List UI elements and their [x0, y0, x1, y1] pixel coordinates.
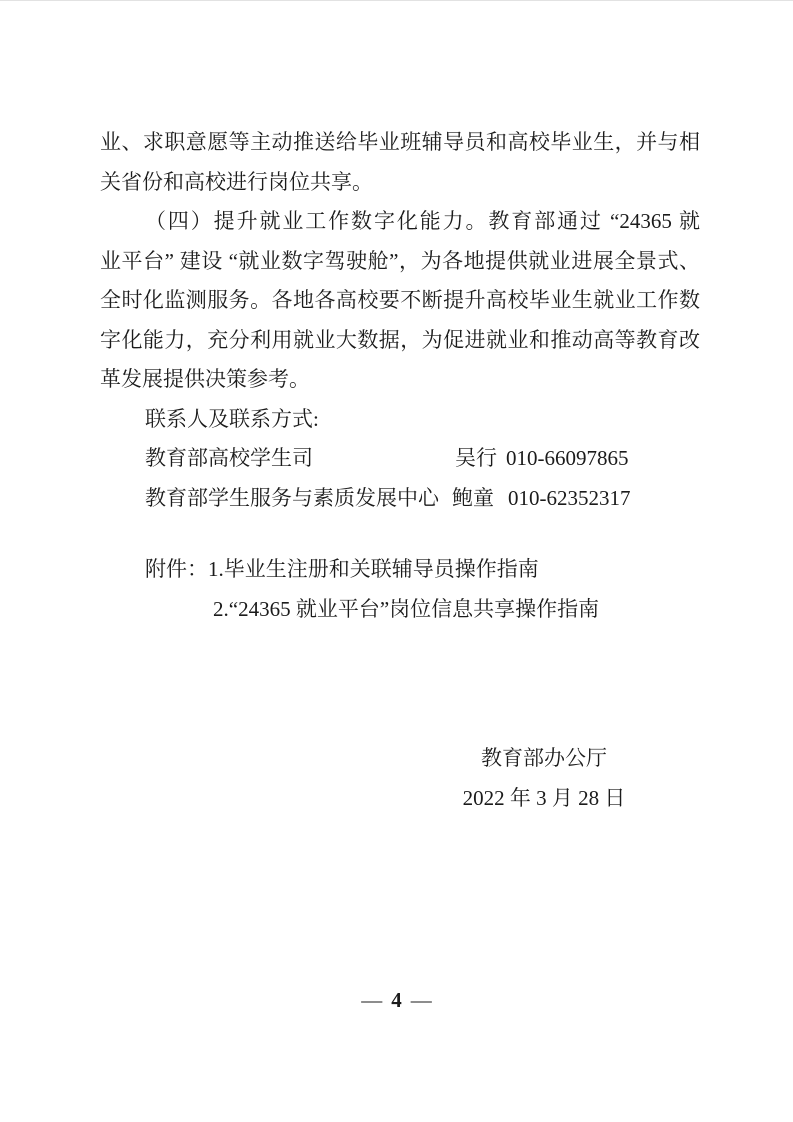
attachment-item: 2.“24365 就业平台”岗位信息共享操作指南: [213, 596, 600, 621]
attachment-item: 1.毕业生注册和关联辅导员操作指南: [208, 557, 539, 581]
contact-dept: 教育部学生服务与素质发展中心: [145, 485, 439, 510]
document-body: [100, 123, 700, 629]
signature-block: [463, 739, 626, 818]
page-number: 4: [391, 988, 402, 1012]
paragraph-line: 业平台” 建设 “就业数字驾驶舱”，为各地提供就业进展全景式、: [100, 248, 700, 273]
footer-dash-right: —: [410, 988, 432, 1012]
paragraph-line: 业、求职意愿等主动推送给毕业班辅导员和高校毕业生，并与相: [100, 130, 700, 154]
contact-person: 鲍童: [452, 485, 494, 510]
contact-heading: 联系人及联系方式:: [145, 406, 319, 431]
contact-person: 吴行: [455, 446, 497, 470]
contact-dept: 教育部高校学生司: [145, 446, 313, 470]
paragraph-line: 关省份和高校进行岗位共享。: [100, 169, 373, 194]
signature-org: 教育部办公厅: [481, 746, 607, 770]
contact-row: [100, 439, 700, 479]
attachments-label: 附件：: [145, 557, 208, 581]
page-footer: [0, 989, 793, 1011]
blank-spacer: [100, 518, 700, 550]
paragraph-line: 字化能力，充分利用就业大数据，为促进就业和推动高等教育改: [100, 327, 700, 352]
attachments-line: [100, 550, 700, 590]
contact-phone: 010-62352317: [508, 485, 631, 510]
signature-date: 2022 年 3 月 28 日: [462, 785, 626, 810]
footer-dash-left: —: [361, 988, 383, 1012]
contact-phone: 010-66097865: [506, 446, 629, 470]
paragraph-line: 革发展提供决策参考。: [100, 367, 310, 391]
paragraph-line: 全时化监测服务。各地各高校要不断提升高校毕业生就业工作数: [100, 288, 700, 312]
section-heading-line: （四）提升就业工作数字化能力。教育部通过 “24365 就: [145, 209, 700, 233]
contact-row: [100, 479, 700, 519]
